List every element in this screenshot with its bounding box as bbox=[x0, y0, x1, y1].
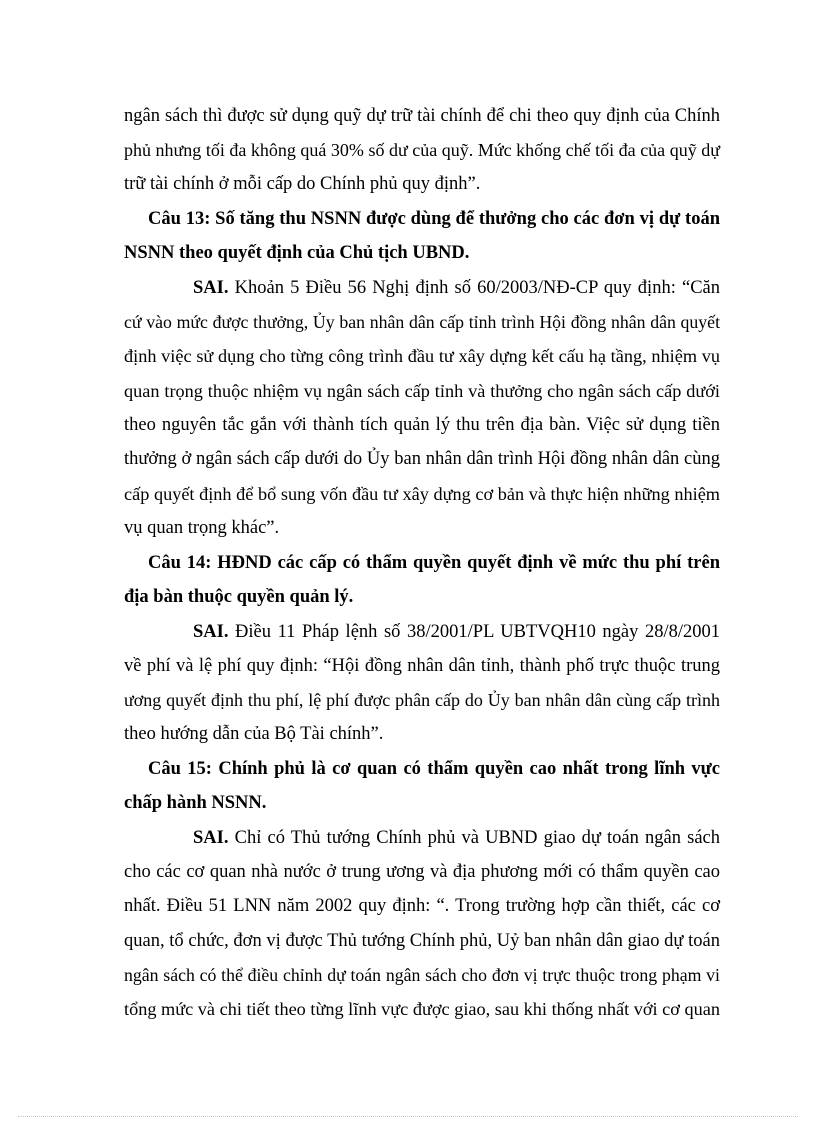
question-15-heading-cont: chấp hành NSNN. bbox=[124, 793, 267, 813]
body-line: phủ nhưng tối đa không quá 30% số dư của quỹ. Mức khống chế tối đa của quỹ dự bbox=[124, 140, 720, 160]
verdict-label: SAI. bbox=[193, 828, 229, 848]
answer-14-first-line bbox=[193, 620, 720, 644]
question-13-heading: Câu 13: Số tăng thu NSNN được dùng để thưởng cho các đơn vị dự toán bbox=[148, 209, 720, 229]
page-bottom-border bbox=[18, 1116, 798, 1117]
body-line: quan, tổ chức, đơn vị được Thủ tướng Chính phủ, Uỷ ban nhân dân giao dự toán bbox=[124, 931, 720, 951]
body-line: về phí và lệ phí quy định: “Hội đồng nhân dân tỉnh, thành phố trực thuộc trung bbox=[124, 656, 720, 676]
body-line: thưởng ở ngân sách cấp dưới do Ủy ban nhân dân trình Hội đồng nhân dân cùng bbox=[124, 449, 720, 469]
body-line: tổng mức và chi tiết theo từng lĩnh vực được giao, sau khi thống nhất với cơ quan bbox=[124, 999, 720, 1019]
question-14-heading: Câu 14: HĐND các cấp có thẩm quyền quyết định về mức thu phí trên bbox=[148, 553, 720, 573]
verdict-label: SAI. bbox=[193, 622, 229, 642]
answer-15-first-line bbox=[193, 826, 720, 850]
body-line: cấp quyết định để bổ sung vốn đầu tư xây dựng cơ bản và thực hiện những nhiệm bbox=[124, 484, 720, 504]
body-line: ương quyết định thu phí, lệ phí được phân cấp do Ủy ban nhân dân cùng cấp trình bbox=[124, 690, 720, 710]
body-line: nhất. Điều 51 LNN năm 2002 quy định: “. Trong trường hợp cần thiết, các cơ bbox=[124, 896, 720, 916]
answer-text: Điều 11 Pháp lệnh số 38/2001/PL UBTVQH10 ngày 28/8/2001 bbox=[228, 622, 720, 642]
body-line: cứ vào mức được thưởng, Ủy ban nhân dân cấp tỉnh trình Hội đồng nhân dân quyết bbox=[124, 312, 720, 332]
question-14-heading-cont: địa bàn thuộc quyền quản lý. bbox=[124, 587, 354, 607]
body-line: định việc sử dụng cho từng công trình đầu tư xây dựng kết cấu hạ tầng, nhiệm vụ bbox=[124, 346, 720, 366]
body-line: ngân sách thì được sử dụng quỹ dự trữ tài chính để chi theo quy định của Chính bbox=[124, 106, 720, 126]
body-line: trữ tài chính ở mỗi cấp do Chính phủ quy định”. bbox=[124, 174, 481, 194]
body-line: quan trọng thuộc nhiệm vụ ngân sách cấp tỉnh và thưởng cho ngân sách cấp dưới bbox=[124, 381, 720, 401]
answer-13-first-line bbox=[193, 276, 720, 300]
body-line: vụ quan trọng khác”. bbox=[124, 518, 280, 538]
question-13-heading-cont: NSNN theo quyết định của Chủ tịch UBND. bbox=[124, 243, 470, 263]
body-line: cho các cơ quan nhà nước ở trung ương và địa phương mới có thẩm quyền cao bbox=[124, 862, 720, 882]
answer-text: Khoản 5 Điều 56 Nghị định số 60/2003/NĐ-CP quy định: “Căn bbox=[228, 278, 720, 298]
verdict-label: SAI. bbox=[193, 278, 229, 298]
body-line: ngân sách có thể điều chỉnh dự toán ngân sách cho đơn vị trực thuộc trong phạm vi bbox=[124, 965, 720, 985]
body-line: theo nguyên tắc gắn với thành tích quản lý thu trên địa bàn. Việc sử dụng tiền bbox=[124, 415, 720, 435]
question-15-heading: Câu 15: Chính phủ là cơ quan có thẩm quyền cao nhất trong lĩnh vực bbox=[148, 759, 720, 779]
answer-text: Chỉ có Thủ tướng Chính phủ và UBND giao dự toán ngân sách bbox=[228, 828, 720, 848]
body-line: theo hướng dẫn của Bộ Tài chính”. bbox=[124, 724, 384, 744]
